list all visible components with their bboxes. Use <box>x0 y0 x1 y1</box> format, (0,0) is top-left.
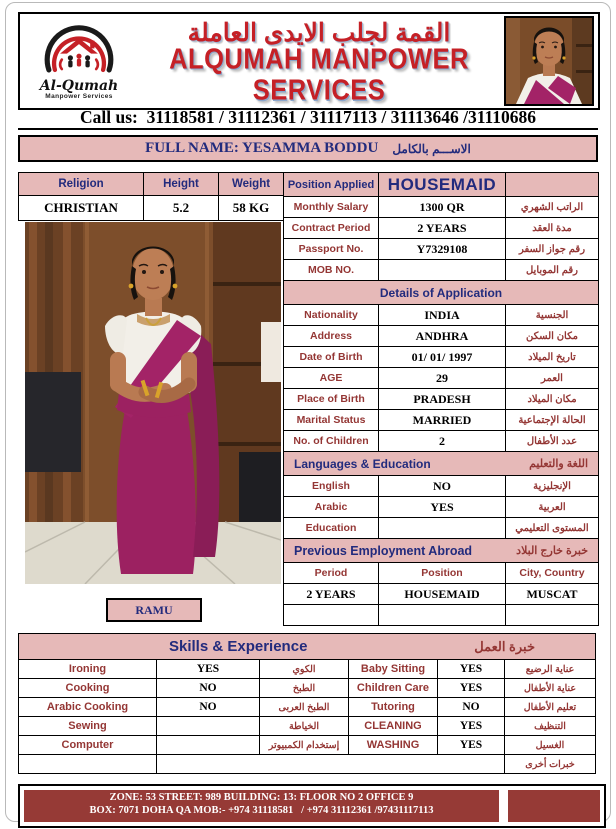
washing-label: WASHING <box>349 736 438 755</box>
arabic-value: YES <box>379 497 506 518</box>
computer-arabic: إستخدام الكمبيوتر <box>260 736 349 755</box>
nationality-label: Nationality <box>284 305 379 326</box>
sewing-label: Sewing <box>19 717 157 736</box>
ironing-label: Ironing <box>19 660 157 679</box>
table-row <box>284 326 599 347</box>
languages-section-header <box>284 452 599 476</box>
education-label: Education <box>284 518 379 539</box>
arabic-cooking-arabic: الطبخ العربى <box>260 698 349 717</box>
weight-header: Weight <box>219 173 284 196</box>
age-arabic: العمر <box>506 368 599 389</box>
mob-no-value <box>379 260 506 281</box>
table-row <box>284 431 599 452</box>
children-value: 2 <box>379 431 506 452</box>
address-value: ANDHRA <box>379 326 506 347</box>
table-row <box>19 717 596 736</box>
cooking-value: NO <box>157 679 260 698</box>
skills-table <box>18 633 596 774</box>
marital-status-arabic: الحالة الإجتماعية <box>506 410 599 431</box>
children-care-value: YES <box>438 679 505 698</box>
header-titles <box>138 18 504 106</box>
full-name-bar <box>18 135 598 162</box>
position-applied-label: Position Applied <box>284 173 379 197</box>
baby-sitting-arabic: عناية الرضيع <box>505 660 596 679</box>
english-value: NO <box>379 476 506 497</box>
header <box>18 12 600 110</box>
details-section-header: Details of Application <box>284 281 599 305</box>
date-of-birth-value: 01/ 01/ 1997 <box>379 347 506 368</box>
table-row <box>284 476 599 497</box>
employment-header-arabic: خبرة خارج البلاد <box>516 545 588 557</box>
tutoring-label: Tutoring <box>349 698 438 717</box>
religion-header: Religion <box>19 173 144 196</box>
monthly-salary-label: Monthly Salary <box>284 197 379 218</box>
employment-city-value: MUSCAT <box>506 584 599 605</box>
other-skills-empty <box>157 755 505 774</box>
photo-caption <box>106 598 202 622</box>
age-label: AGE <box>284 368 379 389</box>
call-us-line <box>18 107 598 128</box>
children-care-label: Children Care <box>349 679 438 698</box>
date-of-birth-arabic: تاريخ الميلاد <box>506 347 599 368</box>
footer-line1: ZONE: 53 STREET: 989 BUILDING: 13: FLOOR NO 2 OFFICE 9 <box>109 792 414 803</box>
other-skills-left-empty <box>19 755 157 774</box>
computer-label: Computer <box>19 736 157 755</box>
arabic-cooking-value: NO <box>157 698 260 717</box>
table-row <box>284 584 599 605</box>
marital-status-label: Marital Status <box>284 410 379 431</box>
mob-no-arabic: رقم الموبايل <box>506 260 599 281</box>
skills-section-header <box>19 634 596 660</box>
table-row <box>284 239 599 260</box>
arabic-arabic: العربية <box>506 497 599 518</box>
children-care-arabic: عناية الأطفال <box>505 679 596 698</box>
table-row <box>19 698 596 717</box>
religion-value: CHRISTIAN <box>19 196 144 221</box>
employment-position-value: HOUSEMAID <box>379 584 506 605</box>
alqumah-logo-icon <box>36 25 122 82</box>
english-arabic: الإنجليزية <box>506 476 599 497</box>
monthly-salary-arabic: الراتب الشهري <box>506 197 599 218</box>
cooking-arabic: الطبخ <box>260 679 349 698</box>
contract-period-arabic: مدة العقد <box>506 218 599 239</box>
washing-arabic: الغسيل <box>505 736 596 755</box>
monthly-salary-value: 1300 QR <box>379 197 506 218</box>
arabic-cooking-label: Arabic Cooking <box>19 698 157 717</box>
languages-header-english: Languages & Education <box>294 456 431 471</box>
city-country-column-header: City, Country <box>506 563 599 584</box>
table-row <box>19 660 596 679</box>
age-value: 29 <box>379 368 506 389</box>
children-label: No. of Children <box>284 431 379 452</box>
table-row <box>284 218 599 239</box>
table-row <box>284 389 599 410</box>
marital-status-value: MARRIED <box>379 410 506 431</box>
table-row <box>284 497 599 518</box>
arabic-label: Arabic <box>284 497 379 518</box>
passport-no-label: Passport No. <box>284 239 379 260</box>
employment-period-empty <box>284 605 379 626</box>
address-arabic: مكان السكن <box>506 326 599 347</box>
employment-section-header <box>284 539 599 563</box>
employment-position-empty <box>379 605 506 626</box>
place-of-birth-label: Place of Birth <box>284 389 379 410</box>
children-arabic: عدد الأطفال <box>506 431 599 452</box>
baby-sitting-value: YES <box>438 660 505 679</box>
mob-no-label: MOB NO. <box>284 260 379 281</box>
tutoring-arabic: تعليم الأطفال <box>505 698 596 717</box>
address-label: Address <box>284 326 379 347</box>
logo-subtitle: Manpower Services <box>45 92 113 100</box>
period-column-header: Period <box>284 563 379 584</box>
cleaning-label: CLEANING <box>349 717 438 736</box>
photo-caption-label: RAMU <box>135 602 173 617</box>
education-value <box>379 518 506 539</box>
table-row <box>19 736 596 755</box>
height-header: Height <box>144 173 219 196</box>
education-arabic: المستوى التعليمي <box>506 518 599 539</box>
position-column-header: Position <box>379 563 506 584</box>
skills-header-english: Skills & Experience <box>169 638 308 655</box>
nationality-value: INDIA <box>379 305 506 326</box>
company-logo <box>20 23 138 100</box>
cooking-label: Cooking <box>19 679 157 698</box>
english-label: English <box>284 476 379 497</box>
height-value: 5.2 <box>144 196 219 221</box>
contract-period-label: Contract Period <box>284 218 379 239</box>
other-skills-arabic: خبرات أخرى <box>505 755 596 774</box>
place-of-birth-arabic: مكان الميلاد <box>506 389 599 410</box>
sewing-value <box>157 717 260 736</box>
skills-header-arabic: خبرة العمل <box>474 638 535 654</box>
table-row <box>284 260 599 281</box>
table-row <box>284 305 599 326</box>
baby-sitting-label: Baby Sitting <box>349 660 438 679</box>
position-applied-arabic <box>506 173 599 197</box>
title-english: ALQUMAH MANPOWER SERVICES <box>169 43 469 106</box>
table-row <box>284 368 599 389</box>
date-of-birth-label: Date of Birth <box>284 347 379 368</box>
ironing-arabic: الكوي <box>260 660 349 679</box>
application-table <box>283 172 599 626</box>
contract-period-value: 2 YEARS <box>379 218 506 239</box>
cleaning-value: YES <box>438 717 505 736</box>
table-row <box>284 410 599 431</box>
cleaning-arabic: التنظيف <box>505 717 596 736</box>
weight-value: 58 KG <box>219 196 284 221</box>
logo-name: Al-Qumah <box>39 77 119 94</box>
call-us-label: Call us: <box>79 107 138 127</box>
languages-header-arabic: اللغة والتعليم <box>529 458 588 470</box>
employment-period-value: 2 YEARS <box>284 584 379 605</box>
full-name-arabic: الاســـم بالكامل <box>392 141 471 156</box>
position-applied-value: HOUSEMAID <box>379 173 506 197</box>
washing-value: YES <box>438 736 505 755</box>
applicant-headshot-photo <box>504 16 594 106</box>
full-name-english: FULL NAME: YESAMMA BODDU <box>145 140 379 156</box>
header-divider <box>18 128 598 130</box>
passport-no-value: Y7329108 <box>379 239 506 260</box>
table-row <box>284 605 599 626</box>
table-row <box>284 347 599 368</box>
employment-city-empty <box>506 605 599 626</box>
ironing-value: YES <box>157 660 260 679</box>
vitals-table <box>18 172 284 221</box>
passport-no-arabic: رقم جواز السفر <box>506 239 599 260</box>
table-row <box>284 518 599 539</box>
footer <box>18 784 606 828</box>
table-row <box>19 679 596 698</box>
footer-line2: BOX: 7071 DOHA QA MOB:- +974 31118581 / +974 31112361 /97431117113 <box>89 804 434 816</box>
call-us-numbers: 31118581 / 31112361 / 31117113 / 31113646 /31110686 <box>146 107 537 127</box>
sewing-arabic: الخياطة <box>260 717 349 736</box>
computer-value <box>157 736 260 755</box>
table-row <box>284 197 599 218</box>
title-arabic: القمة لجلب الايدى العاملة <box>187 18 451 47</box>
applicant-full-photo <box>25 222 281 584</box>
tutoring-value: NO <box>438 698 505 717</box>
footer-address <box>24 790 499 822</box>
footer-red-block <box>508 790 600 822</box>
employment-header-english: Previous Employment Abroad <box>294 543 473 558</box>
nationality-arabic: الجنسية <box>506 305 599 326</box>
table-row <box>284 563 599 584</box>
table-row <box>19 755 596 774</box>
place-of-birth-value: PRADESH <box>379 389 506 410</box>
